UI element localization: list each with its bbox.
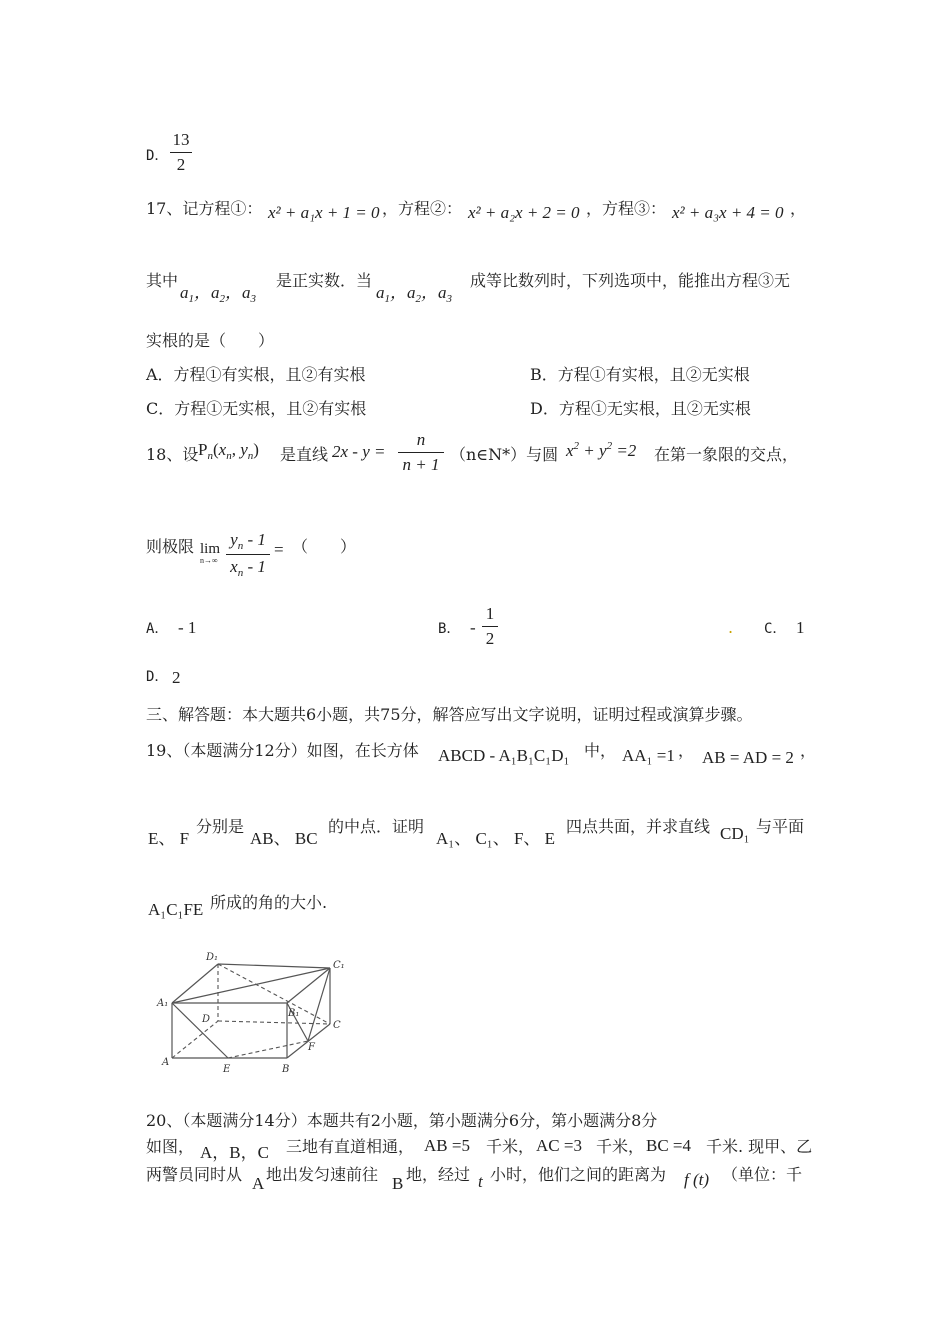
dot-mark: . <box>728 618 734 637</box>
q20-l3i: （单位：千 <box>722 1165 803 1184</box>
q20-a: A <box>252 1174 265 1193</box>
q20-bc: BC =4 <box>646 1136 692 1155</box>
q19-cd1: CD₁ <box>720 824 750 843</box>
q18-line-fraction: n n + 1 <box>398 430 444 475</box>
q20-line1: 20、（本题满分14分）本题共有2小题，第小题满分6分，第小题满分8分 <box>146 1111 658 1130</box>
q19-l2b: 分别是 <box>196 817 245 836</box>
q20-ac: AC =3 <box>536 1136 582 1155</box>
q17-line2b: 是正实数．当 <box>276 271 373 290</box>
q18-line2: 则极限 <box>146 537 195 556</box>
label-a1: A₁ <box>157 998 169 1009</box>
q17-prefix: 17、记方程①： <box>146 199 263 218</box>
q18-equals: = <box>274 540 284 559</box>
q18-line2-end: （ ） <box>292 537 357 556</box>
q19-l1g: ， <box>800 741 817 760</box>
q18-line-lhs: 2x - y = <box>332 442 386 461</box>
q17-option-b: B．方程①有实根，且②无实根 <box>530 365 750 384</box>
label-c1: C₁ <box>333 960 345 971</box>
q19-l2h: 与平面 <box>756 817 805 836</box>
q19-l1c: 中， <box>584 741 617 760</box>
q18-option-b-sign: - <box>470 618 476 637</box>
section-3-heading: 三、解答题：本大题共6小题，共75分，解答应写出文字说明，证明过程或演算步骤。 <box>146 705 753 724</box>
q19-l2f: 四点共面，并求直线 <box>566 817 711 836</box>
q17-sep2: ，方程②： <box>382 199 463 218</box>
q17-a-list-1: $a_1$，$a_2$，$a_3$ <box>180 283 256 305</box>
q17-eq3: x² + a₃x + 4 = 0 <box>672 203 784 222</box>
q19-l3b: 所成的角的大小. <box>210 893 328 912</box>
q18-limit-fraction: $y_n - 1$ $x_n - 1$ <box>226 530 270 579</box>
q17-line2a: 其中 <box>146 271 179 290</box>
q18-lim: lim n→∞ <box>200 541 221 565</box>
q18-option-d-value: 2 <box>172 668 181 687</box>
q17-a-list-2: $a_1$，$a_2$，$a_3$ <box>376 283 452 305</box>
label-b: B <box>282 1064 290 1075</box>
label-c: C <box>333 1020 341 1031</box>
q20-abc: A，B，C <box>200 1143 269 1162</box>
q20-l3a: 两警员同时从 <box>146 1165 243 1184</box>
fraction-denominator: 2 <box>485 629 495 648</box>
q17-end: ， <box>790 199 807 218</box>
q19-l1e: ， <box>678 741 695 760</box>
q20-l2a: 如图， <box>146 1137 195 1156</box>
label-b1: B₁ <box>288 1008 300 1019</box>
q19-plane: A₁C₁FE <box>148 900 204 919</box>
q20-ab: AB =5 <box>424 1136 470 1155</box>
label-a: A <box>162 1057 170 1068</box>
q17-eq1: x² + a₁x + 1 = 0 <box>268 203 380 222</box>
q17-option-d: D．方程①无实根，且②无实根 <box>530 399 751 418</box>
fraction-numerator: 13 <box>172 130 190 149</box>
q20-l3e: 地，经过 <box>406 1165 471 1184</box>
q20-l2e: 千米， <box>486 1137 535 1156</box>
q20-l2i: 千米. 现甲、乙 <box>706 1137 813 1156</box>
q20-ft: f (t) <box>684 1170 710 1189</box>
label-f: F <box>308 1042 315 1053</box>
fraction-denominator: 2 <box>176 155 186 174</box>
q18-option-c-label: C． <box>764 621 787 637</box>
label-d: D <box>202 1014 211 1025</box>
q20-b: B <box>392 1174 404 1193</box>
q16-option-d-label: D． <box>146 148 169 164</box>
q20-l3c: 地出发匀速前往 <box>266 1165 379 1184</box>
q20-l2g: 千米， <box>596 1137 645 1156</box>
label-d1: D₁ <box>206 952 219 963</box>
q19-l1a: 19、（本题满分12分）如图，在长方体 <box>146 741 419 760</box>
q19-ab-ad: AB = AD = 2 <box>702 748 794 767</box>
q17-line2c: 成等比数列时，下列选项中，能推出方程③无 <box>470 271 791 290</box>
q17-option-c: C．方程①无实根，且②有实根 <box>146 399 367 418</box>
q17-option-a: A．方程①有实根，且②有实根 <box>146 365 366 384</box>
q18-option-c-value: 1 <box>796 618 805 637</box>
q19-ab-bc: AB、 BC <box>250 829 318 848</box>
q18-option-d-label: D． <box>146 669 169 685</box>
q17-sep3: ，方程③： <box>586 199 667 218</box>
q20-l2c: 三地有直道相通， <box>286 1137 415 1156</box>
q19-ef: E、 F <box>148 829 190 848</box>
q18-option-b-fraction <box>482 604 498 649</box>
q18-option-a-label: A． <box>146 621 169 637</box>
q18-circle: $x^2 + y^2 =2$ <box>566 440 637 460</box>
q18-mid: 是直线 <box>280 445 329 464</box>
q18-prefix: 18、设 <box>146 445 199 464</box>
q17-eq2: x² + a₂x + 2 = 0 <box>468 203 580 222</box>
q17-line3: 实根的是（ ） <box>146 331 275 350</box>
q18-point: $P_n(x_n$, $y_n$) <box>198 440 259 462</box>
q18-tail: 在第一象限的交点， <box>654 445 799 464</box>
q19-solid: ABCD - A₁B₁C₁D₁ <box>438 746 570 765</box>
q19-l2d: 的中点．证明 <box>328 817 425 836</box>
q19-aa1: AA₁ =1 <box>622 746 675 765</box>
q18-option-a-value: - 1 <box>178 618 197 637</box>
q20-l3g: 小时，他们之间的距离为 <box>490 1165 667 1184</box>
q19-points: A₁、 C₁、 F、 E <box>436 829 556 848</box>
q16-option-d-fraction <box>170 130 192 175</box>
q20-t: t <box>478 1172 483 1191</box>
label-e: E <box>223 1064 231 1075</box>
cuboid-figure <box>150 946 360 1082</box>
q18-option-b-label: B． <box>438 621 461 637</box>
q18-cond: （n∈N*）与圆 <box>450 445 559 464</box>
fraction-numerator: 1 <box>485 604 495 623</box>
